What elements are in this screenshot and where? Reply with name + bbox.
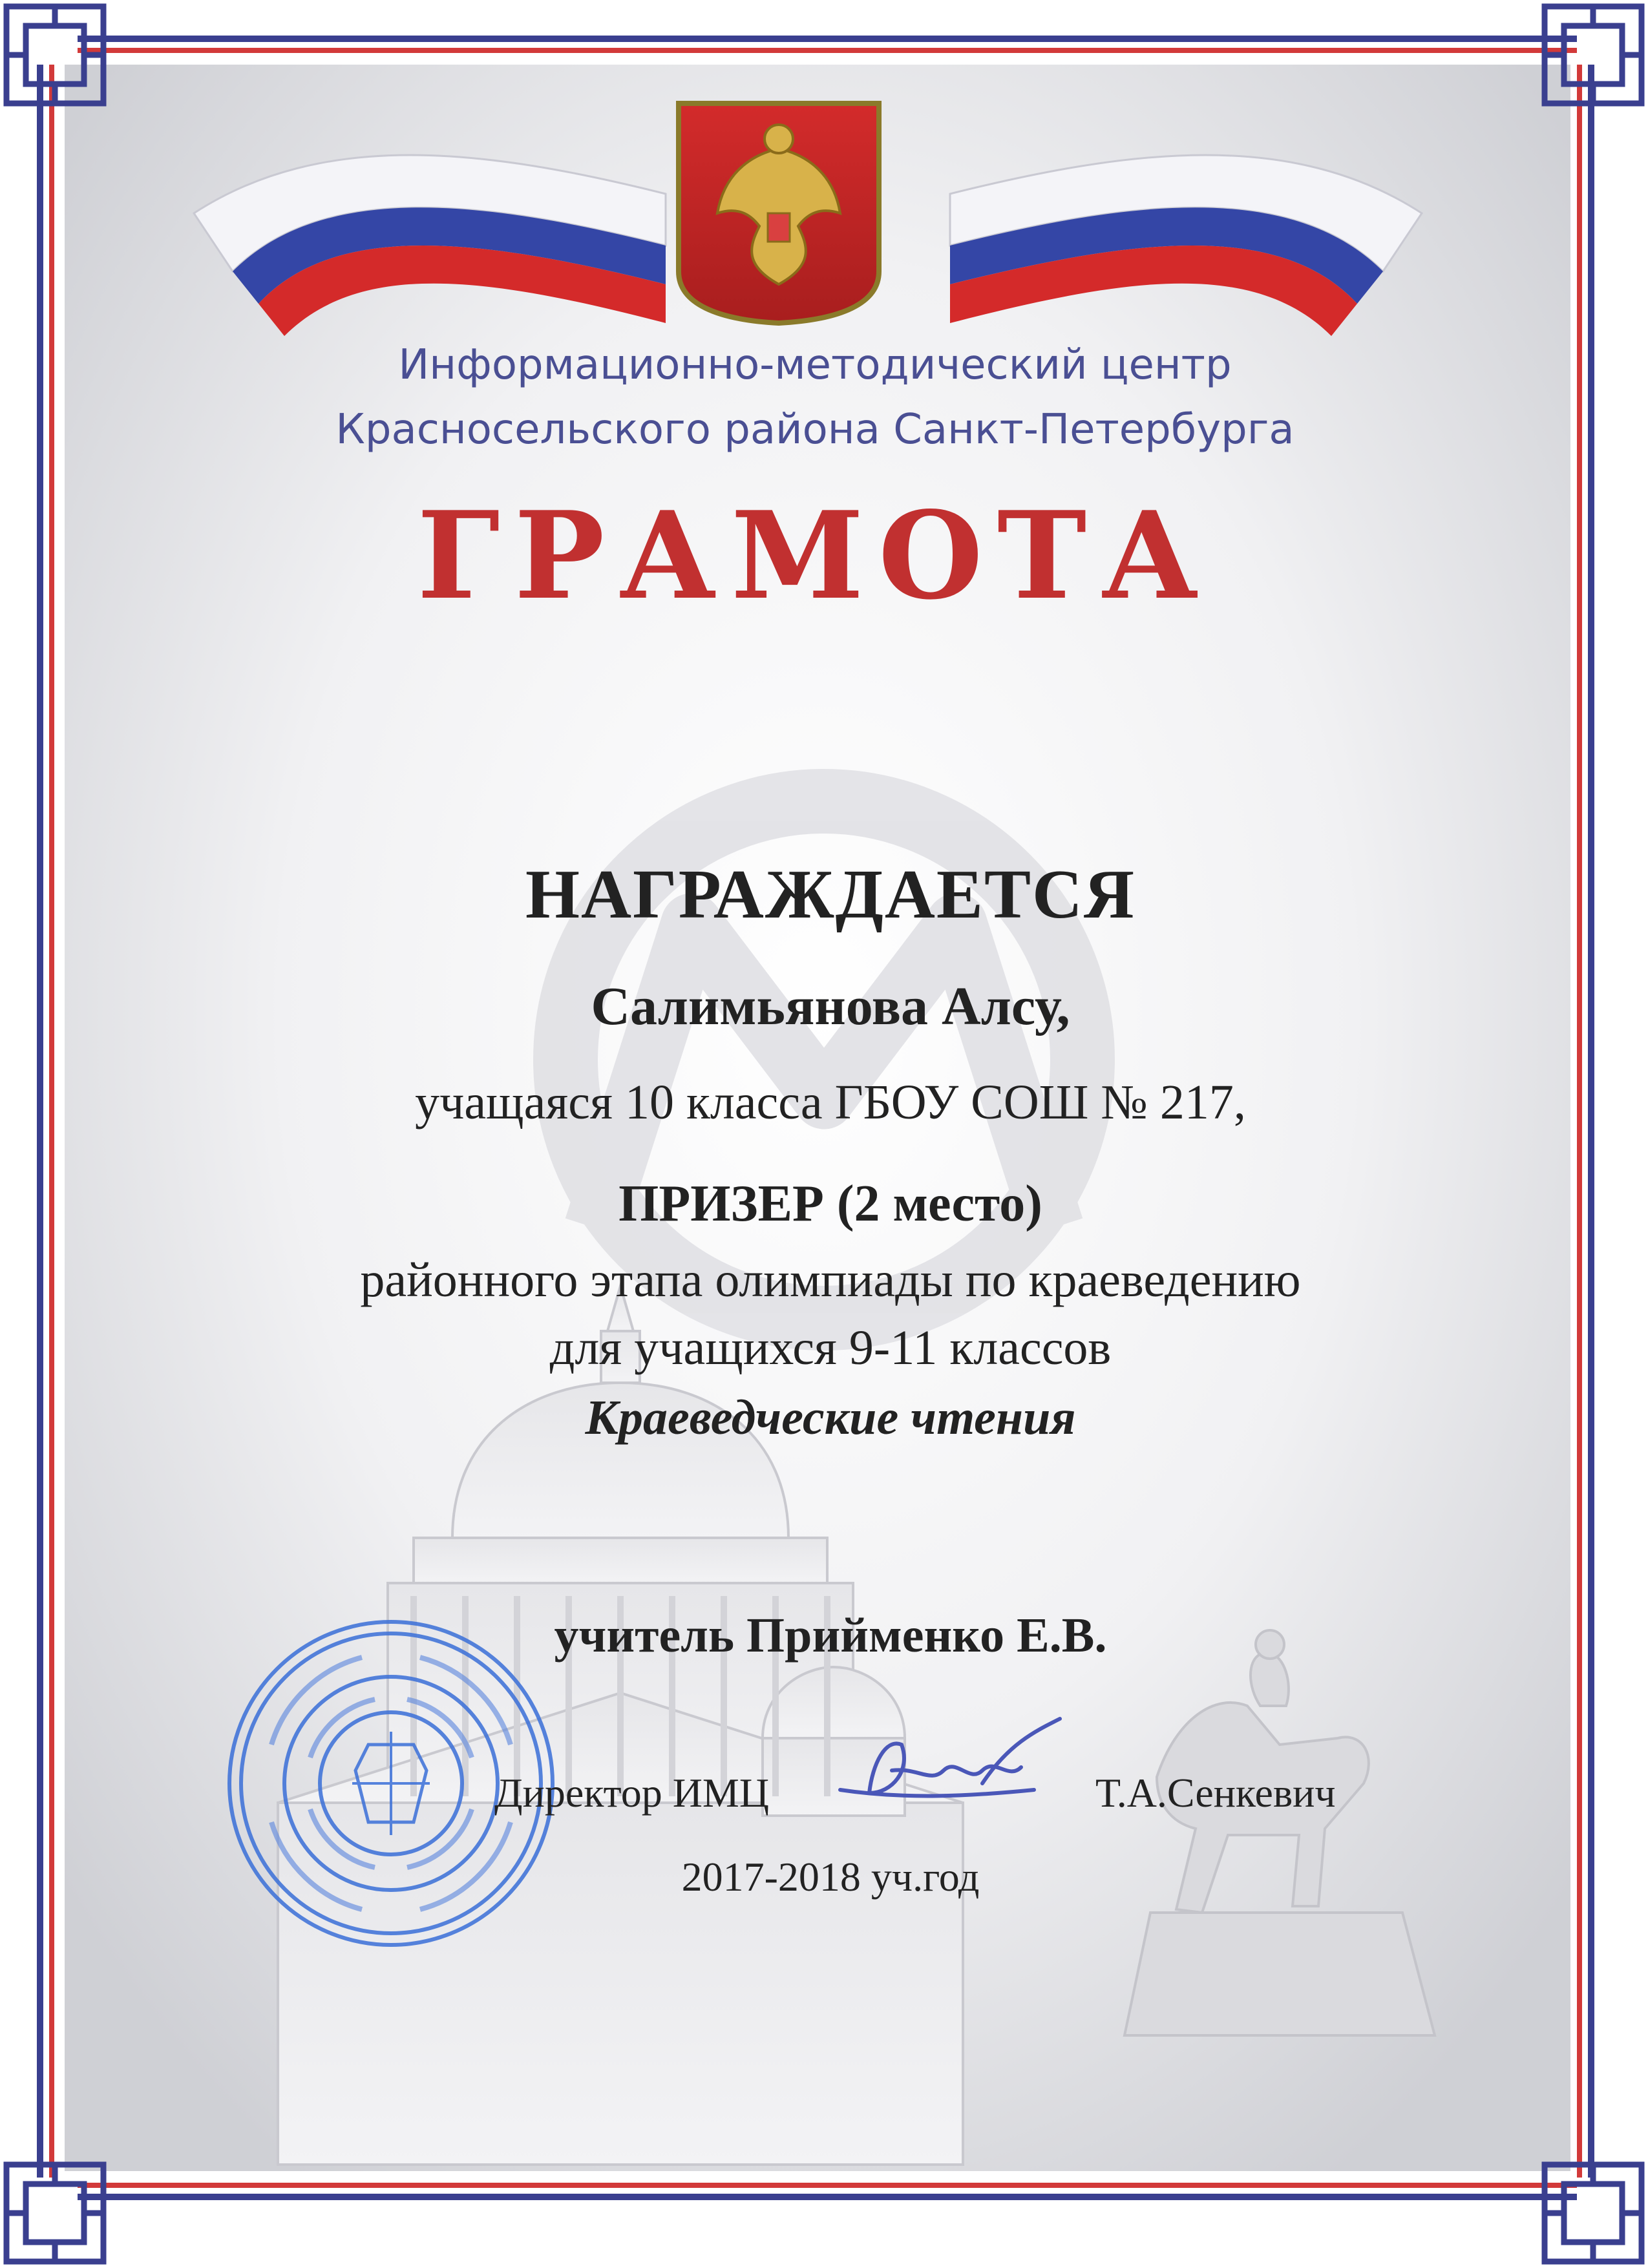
director-position: Директор ИМЦ bbox=[494, 1770, 770, 1816]
organization-line-1: Информационно-методический центр bbox=[398, 341, 1232, 389]
prize-place: ПРИЗЕР (2 место) bbox=[618, 1175, 1042, 1232]
recipient-details: учащаяся 10 класса ГБОУ СОШ № 217, bbox=[415, 1075, 1246, 1129]
event-name: Краеведческие чтения bbox=[585, 1391, 1076, 1445]
teacher-name: учитель Прийменко Е.В. bbox=[554, 1608, 1107, 1663]
awarded-label: НАГРАЖДАЕТСЯ bbox=[525, 856, 1136, 933]
coat-of-arms-icon bbox=[679, 103, 879, 323]
event-line-2: для учащихся 9-11 классов bbox=[549, 1321, 1112, 1375]
document-title: ГРАМОТА bbox=[417, 485, 1213, 626]
event-line-1: районного этапа олимпиады по краеведению bbox=[360, 1253, 1301, 1307]
organization-line-2: Красносельского района Санкт-Петербурга bbox=[335, 406, 1294, 454]
recipient-name: Салимьянова Алсу, bbox=[591, 976, 1070, 1036]
corner-ornament-bottom-right bbox=[1545, 2165, 1642, 2262]
director-name: Т.А.Сенкевич bbox=[1095, 1770, 1336, 1816]
corner-ornament-bottom-left bbox=[6, 2165, 103, 2262]
academic-year: 2017-2018 уч.год bbox=[681, 1854, 980, 1900]
